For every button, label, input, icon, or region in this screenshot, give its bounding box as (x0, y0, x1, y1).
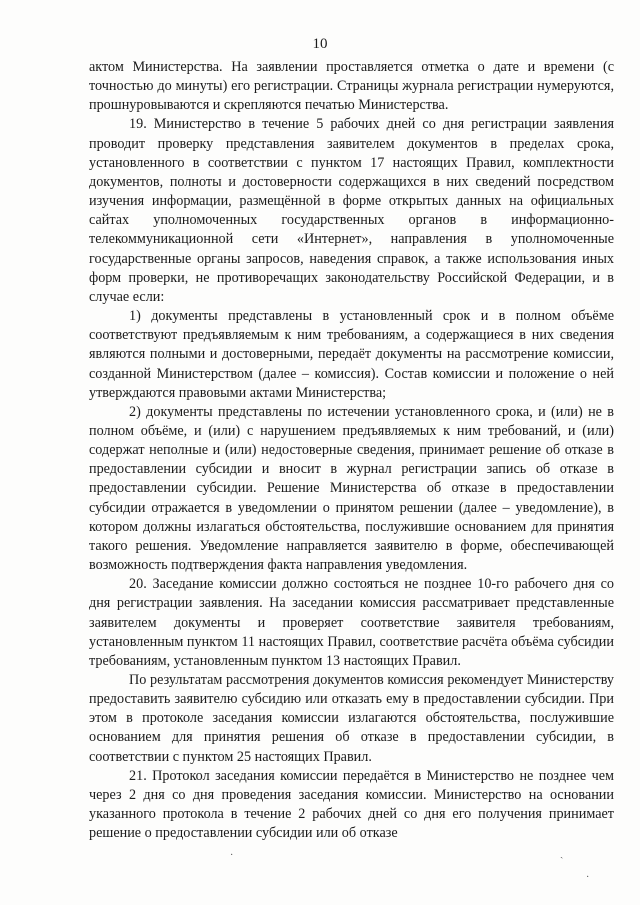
scan-speck: · (230, 850, 234, 861)
paragraph-item-20: 20. Заседание комиссии должно состояться не позднее 10-го рабочего дня со дня регистрации заявления. На заседании комиссия рассматривает представленные заявителем документы и проверяет соответствие заявителя требованиям, установленным пунктом 11 настоящих Правил, соответствие расчёта объёма субсидии требованиям, установленным пунктом 13 настоящих Правил. (89, 576, 614, 669)
paragraph-item-19: 19. Министерство в течение 5 рабочих дней со дня регистрации заявления проводит проверку представления заявителем документов в пределах срока, установленного в соответствии с пунктом 17 настоящих Правил, комплектности документов, полноты и достоверности содержащихся в них сведений посредством изучения информации, размещённой в форме открытых данных на официальных сайтах уполномоченных государственных органов в информационно-телекоммуникационной сети «Интернет», направления в уполномоченные государственные органы запросов, наведения справок, а также использования иных форм проверки, не противоречащих законодательству Российской Федерации, и в случае если: (89, 116, 614, 305)
document-body (89, 58, 614, 843)
paragraph-subitem-1: 1) документы представлены в установленный срок и в полном объёме соответствуют предъявляемым к ним требованиям, а содержащиеся в них сведения являются полными и достоверными, передаёт документы на рассмотрение комиссии, созданной Министерством (далее – комиссия). Состав комиссии и положение о ней утверждаются правовыми актами Министерства; (89, 308, 614, 401)
scan-speck: · (586, 872, 590, 883)
paragraph-commission-results: По результатам рассмотрения документов комиссия рекомендует Министерству предоставить заявителю субсидию или отказать ему в предоставлении субсидии. При этом в протоколе заседания комиссии излагаются обстоятельства, послужившие основанием для принятия решения об отказе в предоставлении субсидии, в соответствии с пунктом 25 настоящих Правил. (89, 672, 614, 765)
paragraph: актом Министерства. На заявлении проставляется отметка о дате и времени (с точностью до минуты) его регистрации. Страницы журнала регистрации нумеруются, прошнуровываются и скрепляются печатью Министерства. (89, 59, 614, 114)
scan-speck: ˎ (560, 848, 564, 859)
paragraph-subitem-2: 2) документы представлены по истечении установленного срока, и (или) не в полном объёме, и (или) с нарушением предъявляемых к ним требований, и (или) содержат неполные и (или) недостоверные сведения, принимает решение об отказе в предоставлении субсидии и вносит в журнал регистрации запись об отказе в предоставлении субсидии. Решение Министерства об отказе в предоставлении субсидии отражается в уведомлении о принятом решении (далее – уведомление), в котором должны излагаться обстоятельства, послужившие основанием для принятия такого решения. Уведомление направляется заявителю в форме, обеспечивающей возможность подтверждения факта направления уведомления. (89, 403, 614, 574)
paragraph-item-21: 21. Протокол заседания комиссии передаётся в Министерство не позднее чем через 2 дня со дня проведения заседания комиссии. Министерство на основании указанного протокола в течение 2 рабочих дней со дня его получения принимает решение о предоставлении субсидии или об отказе (89, 767, 614, 842)
page-number: 10 (312, 36, 328, 52)
